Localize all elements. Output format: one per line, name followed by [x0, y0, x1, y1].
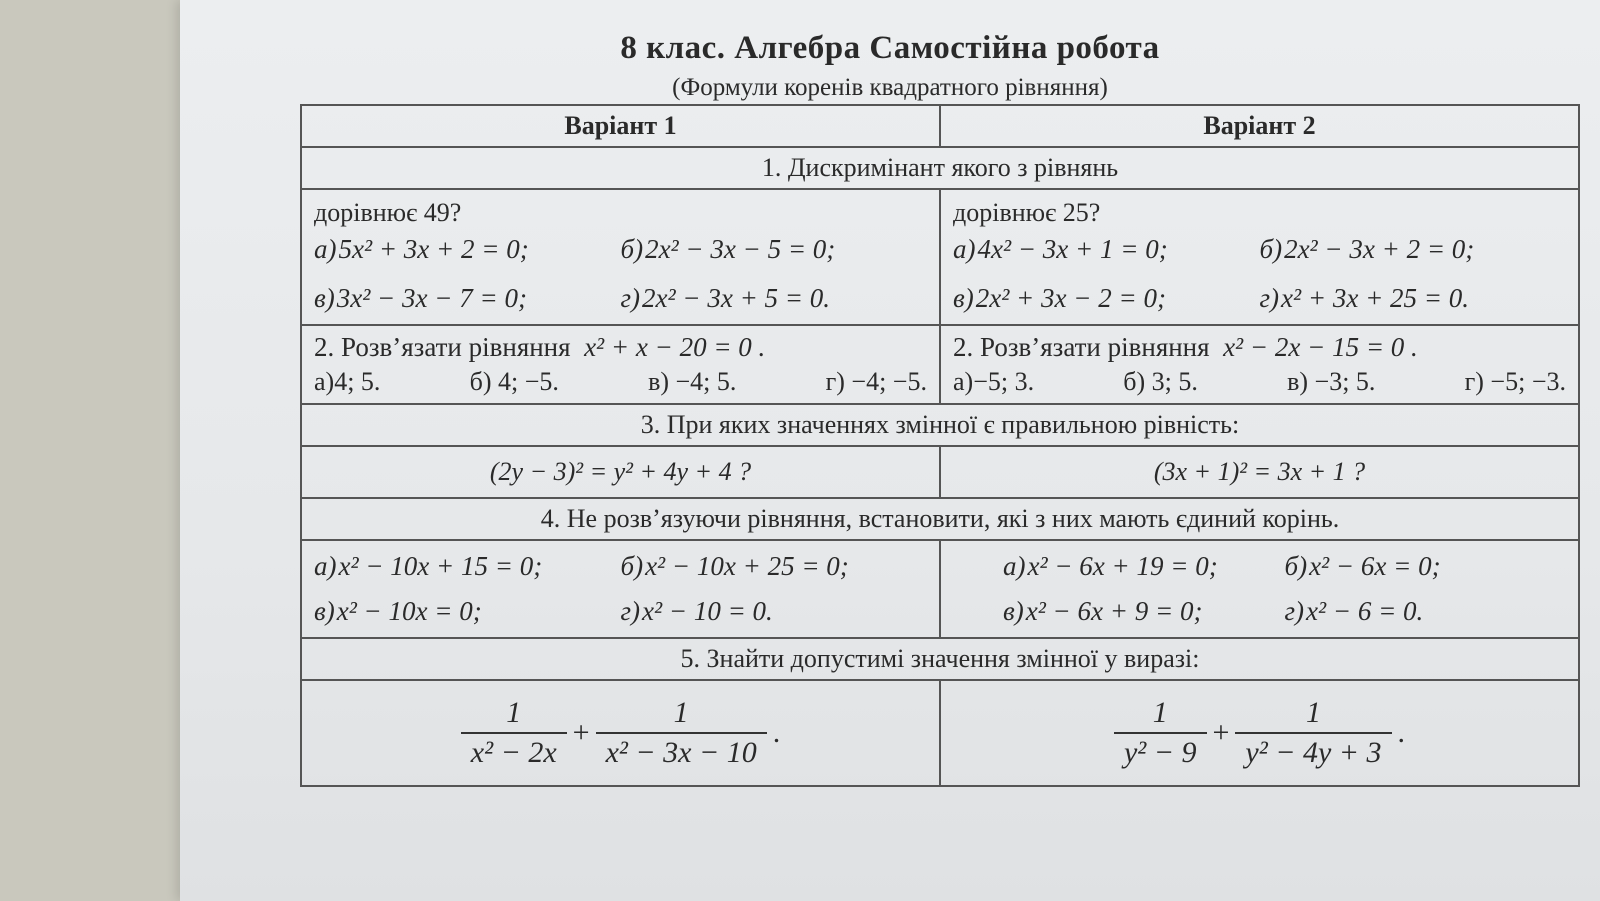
q1-v1-lead: дорівнює 49? [314, 198, 462, 227]
q3-equation-row [301, 446, 1579, 498]
q5-v1-cell [301, 680, 940, 786]
q2-v1-answer-d: г) −4; −5. [825, 367, 927, 396]
worksheet-subtitle: (Формули коренів квадратного рівняння) [672, 74, 1108, 101]
fraction-numerator: 1 [1152, 696, 1168, 729]
q2-v2-answer-a: а)−5; 3. [953, 367, 1035, 396]
variant-header-row [301, 105, 1579, 147]
q1-v1-option-c: в)3x² − 3x − 7 = 0; [314, 283, 527, 313]
period: . [772, 716, 781, 749]
q2-v1-cell [301, 325, 940, 404]
plus-sign: + [572, 716, 590, 749]
plus-sign: + [1212, 716, 1230, 749]
worksheet-title: 8 клас. Алгебра Самостійна робота [620, 30, 1160, 66]
fraction-numerator: 1 [1305, 696, 1321, 729]
fraction-numerator: 1 [673, 696, 689, 729]
q5-v1-expression [461, 696, 780, 770]
q5-v2-fraction-1 [1114, 696, 1207, 770]
q3-heading-row [301, 404, 1579, 446]
q2-v2-answer-b: б) 3; 5. [1123, 367, 1198, 396]
q3-v1-equation: (2y − 3)² = y² + 4y + 4 ? [301, 446, 940, 498]
q1-v2-lead: дорівнює 25? [953, 198, 1101, 227]
q1-v2-option-c: в)2x² + 3x − 2 = 0; [953, 283, 1166, 313]
fraction-denominator: y² − 4y + 3 [1235, 732, 1391, 770]
q1-v1-cell [301, 189, 940, 325]
worksheet-table [300, 104, 1580, 787]
q4-v2-option-b: б)x² − 6x = 0; [1284, 551, 1441, 581]
q1-v1-option-d: г)2x² − 3x + 5 = 0. [620, 283, 831, 313]
q4-v1-option-c: в)x² − 10x = 0; [314, 596, 482, 626]
q5-v2-expression [1114, 696, 1405, 770]
q4-v1-cell [301, 540, 940, 638]
q2-v1-equation: x² + x − 20 = 0 . [584, 332, 766, 362]
q4-options-row [301, 540, 1579, 638]
q5-v1-fraction-2 [596, 696, 767, 770]
q1-v2-option-a: а)4x² − 3x + 1 = 0; [953, 234, 1168, 264]
variant-1-heading: Варіант 1 [301, 105, 940, 147]
q1-v2-option-b: б)2x² − 3x + 2 = 0; [1259, 234, 1475, 264]
q2-v2-cell [940, 325, 1579, 404]
q1-v2-option-d: г)x² + 3x + 25 = 0. [1259, 283, 1470, 313]
q1-options-row [301, 189, 1579, 325]
q4-heading-row [301, 498, 1579, 540]
worksheet-paper [180, 0, 1600, 901]
q2-v1-answer-b: б) 4; −5. [469, 367, 559, 396]
q5-v1-fraction-1 [461, 696, 567, 770]
q1-heading: 1. Дискримінант якого з рівнянь [301, 147, 1579, 189]
fraction-denominator: x² − 3x − 10 [596, 732, 767, 770]
q1-v2-cell [940, 189, 1579, 325]
q2-v1-answer-a: а)4; 5. [314, 367, 381, 396]
q4-heading: 4. Не розв’язуючи рівняння, встановити, які з них мають єдиний корінь. [301, 498, 1579, 540]
q2-v2-text: 2. Розв’язати рівняння [953, 332, 1210, 362]
q3-v2-equation: (3x + 1)² = 3x + 1 ? [940, 446, 1579, 498]
q5-v2-fraction-2 [1235, 696, 1391, 770]
q1-v1-option-b: б)2x² − 3x − 5 = 0; [620, 234, 836, 264]
q5-heading-row [301, 638, 1579, 680]
q2-v2-equation: x² − 2x − 15 = 0 . [1223, 332, 1418, 362]
q2-v1-text: 2. Розв’язати рівняння [314, 332, 571, 362]
q1-v1-option-a: а)5x² + 3x + 2 = 0; [314, 234, 529, 264]
q2-v2-answer-c: в) −3; 5. [1287, 367, 1376, 396]
q5-v2-cell [940, 680, 1579, 786]
q5-expression-row [301, 680, 1579, 786]
q2-row [301, 325, 1579, 404]
q4-v2-option-a: а)x² − 6x + 19 = 0; [1003, 551, 1218, 581]
q4-v2-option-c: в)x² − 6x + 9 = 0; [1003, 596, 1203, 626]
q3-heading: 3. При яких значеннях змінної є правильною рівність: [301, 404, 1579, 446]
fraction-denominator: y² − 9 [1114, 732, 1207, 770]
q5-heading: 5. Знайти допустимі значення змінної у виразі: [301, 638, 1579, 680]
variant-2-heading: Варіант 2 [940, 105, 1579, 147]
q4-v1-option-b: б)x² − 10x + 25 = 0; [620, 551, 849, 581]
q2-v2-answer-d: г) −5; −3. [1464, 367, 1566, 396]
q1-heading-row [301, 147, 1579, 189]
q4-v1-option-a: а)x² − 10x + 15 = 0; [314, 551, 543, 581]
q4-v2-option-d: г)x² − 6 = 0. [1284, 596, 1424, 626]
q4-v1-option-d: г)x² − 10 = 0. [620, 596, 773, 626]
q4-v2-cell [940, 540, 1579, 638]
fraction-denominator: x² − 2x [461, 732, 567, 770]
fraction-numerator: 1 [506, 696, 522, 729]
q2-v1-answer-c: в) −4; 5. [648, 367, 737, 396]
period: . [1397, 716, 1406, 749]
